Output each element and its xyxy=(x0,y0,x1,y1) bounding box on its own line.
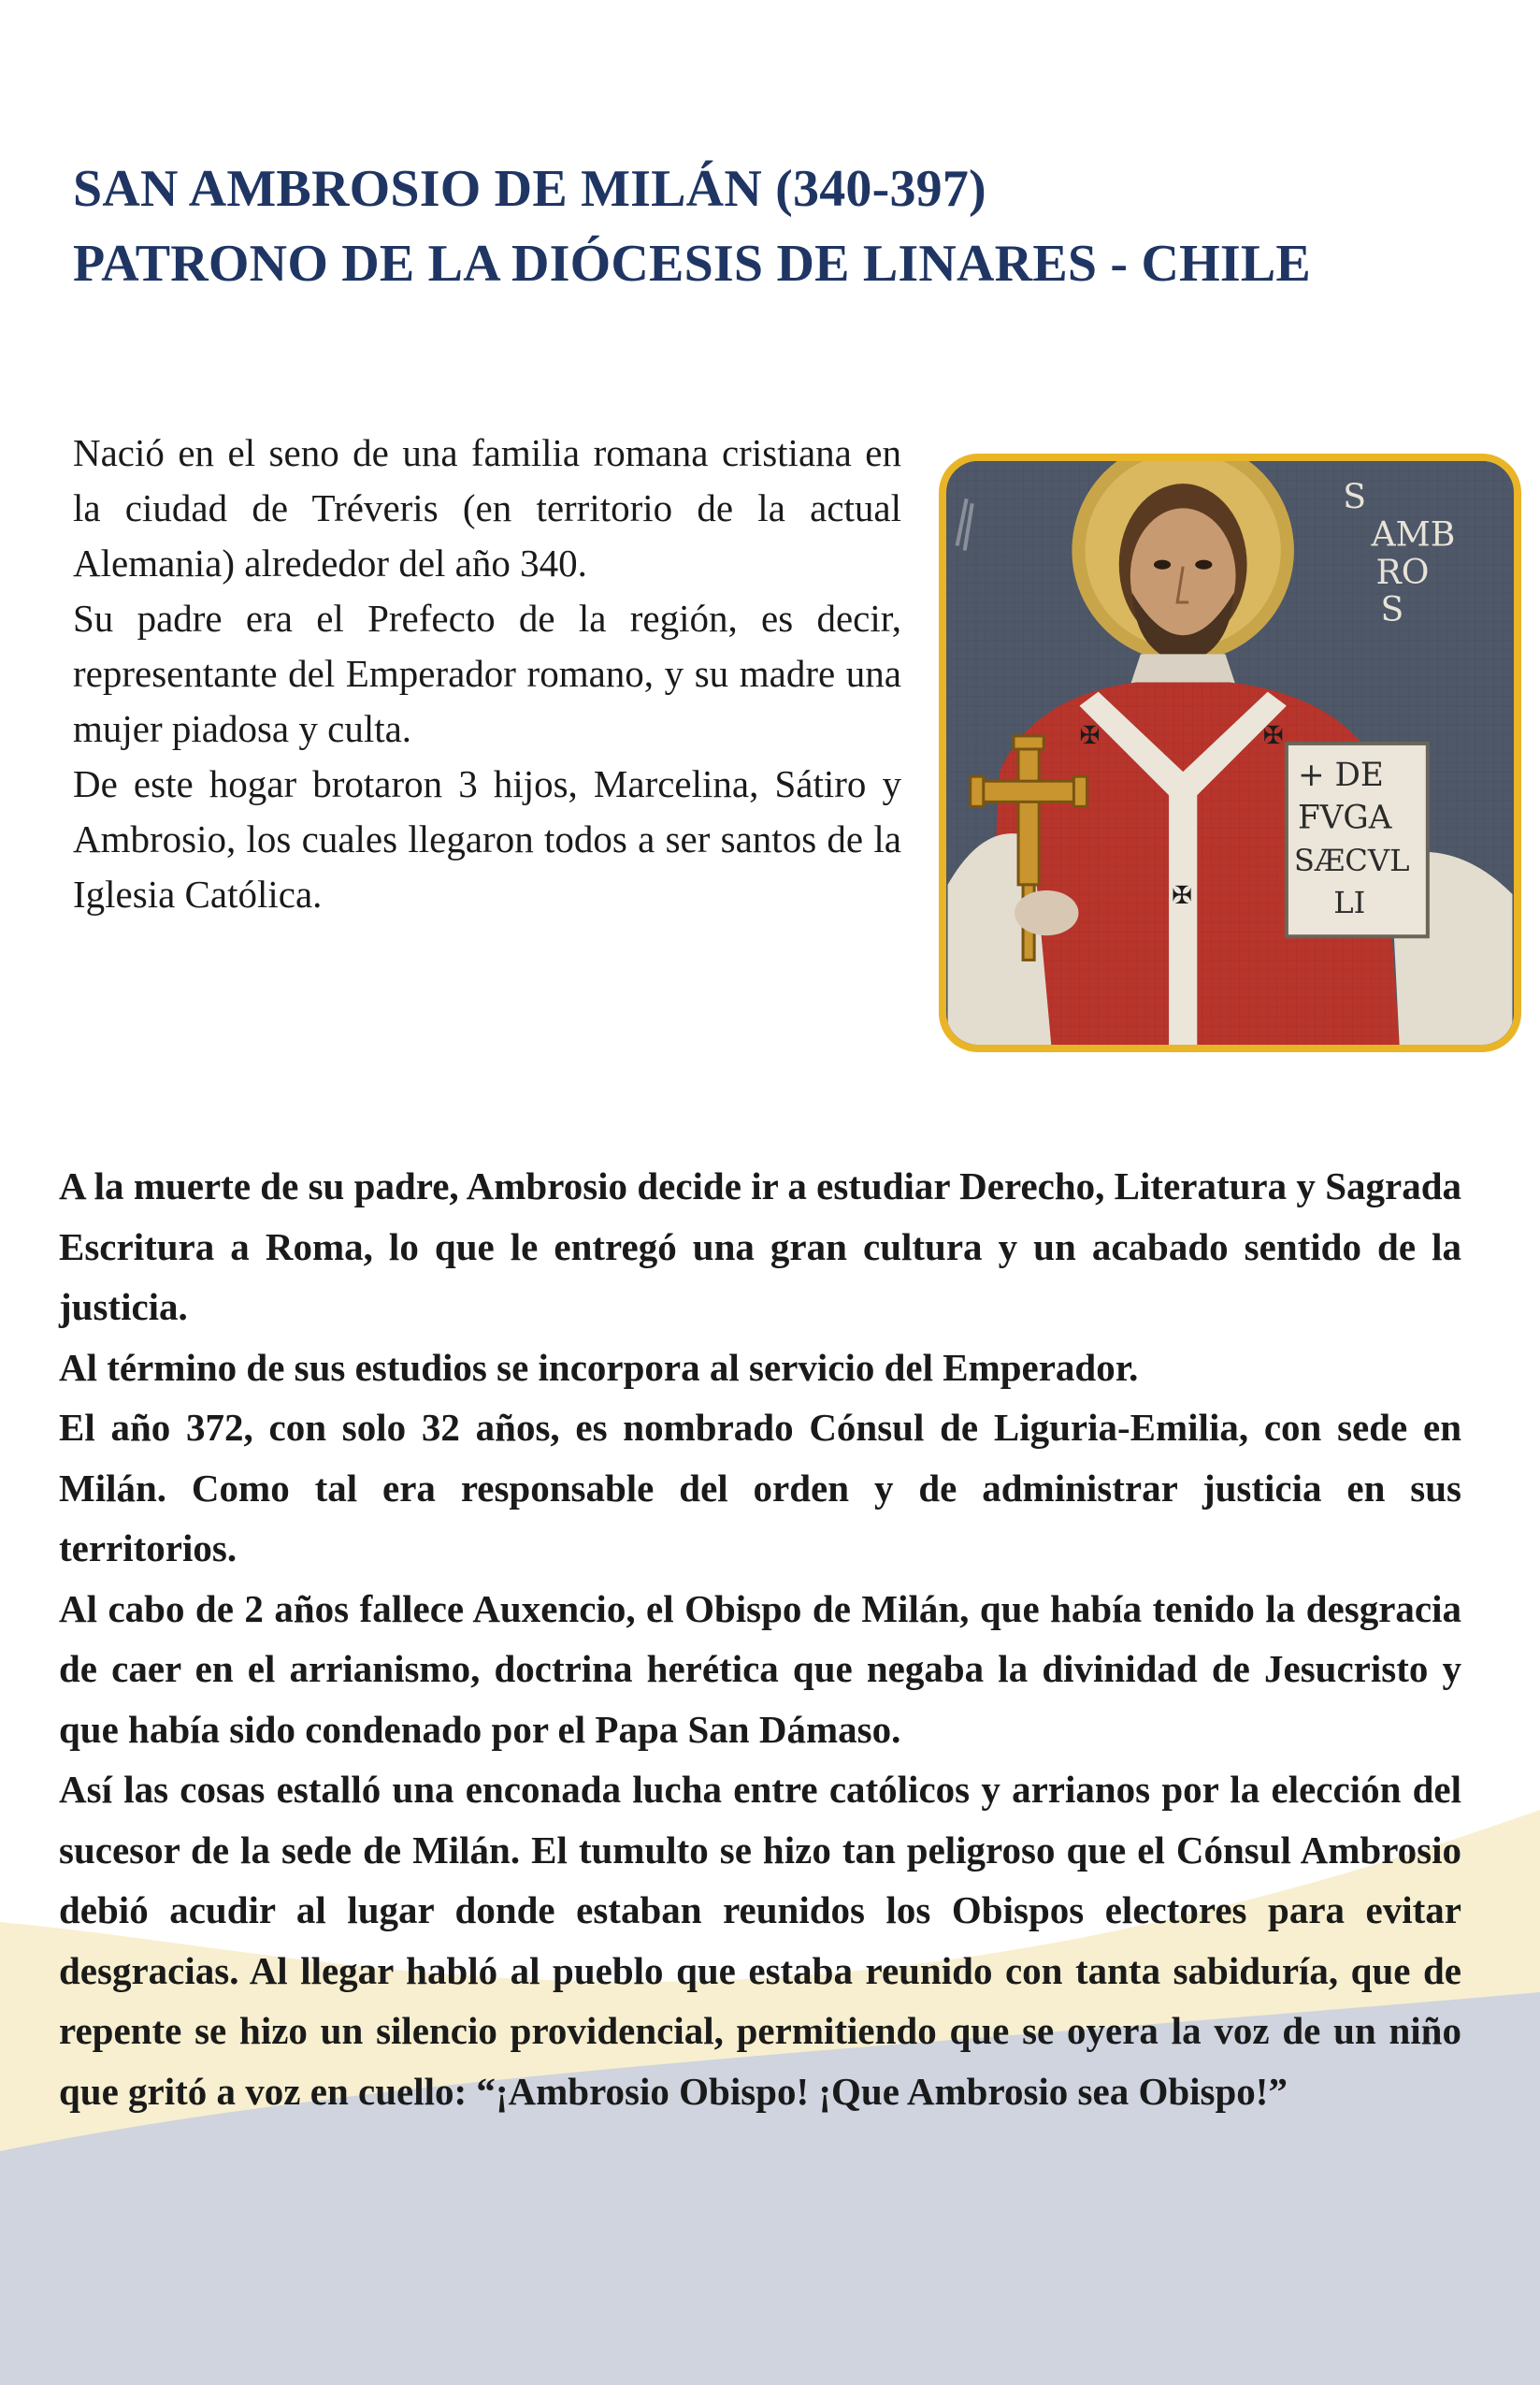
svg-text:+ DE: + DE xyxy=(1297,757,1384,795)
svg-text:✠: ✠ xyxy=(1172,882,1193,911)
book xyxy=(1287,744,1428,936)
intro-paragraph: Su padre era el Prefecto de la región, es decir, representante del Emperador romano, y su madre una mujer piadosa y culta. xyxy=(73,597,901,750)
svg-text:SÆCVL: SÆCVL xyxy=(1293,842,1410,878)
intro-text xyxy=(73,426,901,922)
page-title xyxy=(73,152,1513,301)
svg-text:RO: RO xyxy=(1375,551,1430,592)
svg-text:LI: LI xyxy=(1333,885,1366,921)
body-paragraph: Al término de sus estudios se incorpora al servicio del Emperador. xyxy=(59,1345,1139,1389)
svg-text:✠: ✠ xyxy=(1262,721,1284,750)
mosaic-illustration xyxy=(946,461,1514,1045)
intro-paragraph: De este hogar brotaron 3 hijos, Marcelina, Sátiro y Ambrosio, los cuales llegaron todos a ser santos de la Iglesia Católica. xyxy=(73,762,901,916)
svg-text:S: S xyxy=(1380,589,1404,630)
svg-text:FVGA: FVGA xyxy=(1297,799,1392,837)
title-line-1: SAN AMBROSIO DE MILÁN (340-397) xyxy=(73,160,986,218)
intro-paragraph: Nació en el seno de una familia romana cristiana en la ciudad de Tréveris (en territorio de la actual Alemania) alrededor del año 340. xyxy=(73,431,901,585)
title-line-2: PATRONO DE LA DIÓCESIS DE LINARES - CHILE xyxy=(73,235,1311,293)
body-paragraph: El año 372, con solo 32 años, es nombrado Cónsul de Liguria-Emilia, con sede en Milán. Como tal era responsable del orden y de administrar justicia en sus territorios. xyxy=(59,1406,1461,1569)
svg-text:S: S xyxy=(1343,476,1367,517)
saint-ambrose-mosaic xyxy=(939,454,1521,1052)
body-paragraph: Al cabo de 2 años fallece Auxencio, el Obispo de Milán, que había tenido la desgracia de caer en el arrianismo, doctrina herética que negaba la divinidad de Jesucristo y que había sido condenado por el Papa San Dámaso. xyxy=(59,1586,1461,1751)
body-text xyxy=(59,1156,1461,2121)
svg-text:AMB: AMB xyxy=(1371,513,1456,555)
svg-text:✠: ✠ xyxy=(1079,721,1101,750)
body-paragraph: A la muerte de su padre, Ambrosio decide ir a estudiar Derecho, Literatura y Sagrada Escritura a Roma, lo que le entregó una gran cultura y un acabado sentido de la justicia. xyxy=(59,1164,1461,1328)
body-paragraph: Así las cosas estalló una enconada lucha entre católicos y arrianos por la elección del sucesor de la sede de Milán. El tumulto se hizo tan peligroso que el Cónsul Ambrosio debió acudir al lugar donde estaban reunidos los Obispos electores para evitar desgracias. Al llegar habló al pueblo que estaba reunido con tanta sabiduría, que de repente se hizo un silencio providencial, permitiendo que se oyera la voz de un niño que gritó a voz en cuello: “¡Ambrosio Obispo! ¡Que Ambrosio sea Obispo!” xyxy=(59,1768,1461,2113)
